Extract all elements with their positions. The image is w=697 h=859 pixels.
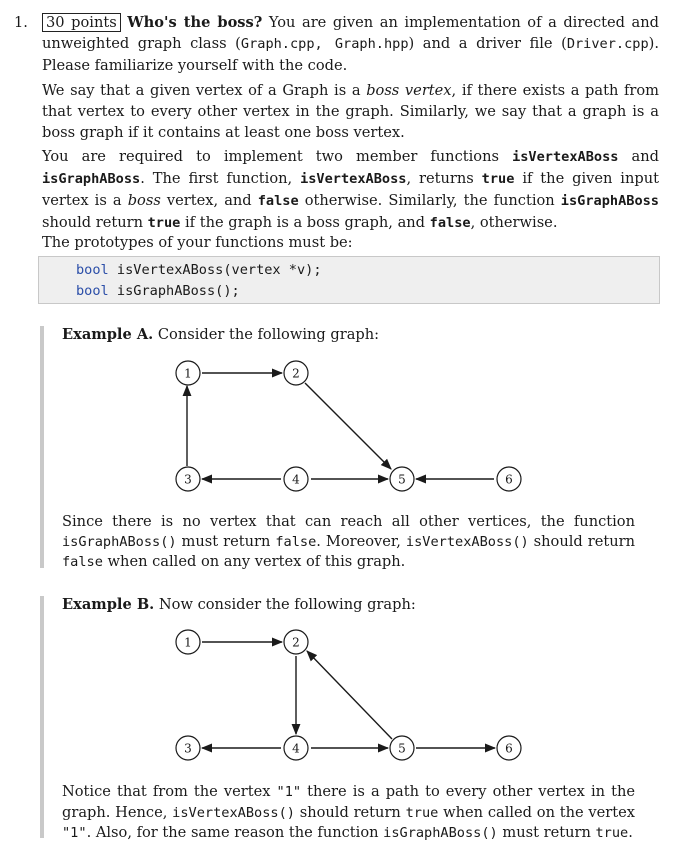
points-box: 30 points <box>42 13 121 32</box>
example-a-label: Example A. <box>62 326 154 343</box>
text-run: there is a path to every other vertex in the graph. Hence, <box>62 783 635 821</box>
code-keyword: bool <box>76 262 109 278</box>
code-text: false <box>429 215 471 231</box>
code-text: isVertexABoss <box>300 171 407 187</box>
text-run: . Also, for the same reason the function <box>86 824 384 841</box>
node-b-5-label: 5 <box>398 741 406 756</box>
question-title: Who's the boss? <box>127 14 263 31</box>
node-b-4-label: 4 <box>292 741 300 756</box>
code-text: isGraphABoss() <box>62 533 177 550</box>
text-run: . The first function, <box>140 170 301 187</box>
code-text: Driver.cpp <box>566 36 649 52</box>
text-run: Since there is no vertex that can reach all other vertices, the function <box>62 513 635 530</box>
edge-b-5-2 <box>307 651 392 739</box>
example-b-heading-text: Now consider the following graph: <box>154 596 416 613</box>
node-b-2-label: 2 <box>292 635 300 650</box>
code-text: true <box>481 171 515 187</box>
code-text: true <box>147 215 181 231</box>
text-run: if the given input vertex is a <box>42 170 659 209</box>
text-run: should return <box>294 803 406 821</box>
graph-b-nodes <box>176 630 521 760</box>
text-run: , returns <box>406 170 482 187</box>
node-b-1-label: 1 <box>184 635 192 650</box>
node-a-4-label: 4 <box>292 472 300 487</box>
code-text: isGraphABoss <box>42 171 141 187</box>
example-b-bar <box>40 596 44 838</box>
example-b-label: Example B. <box>62 596 155 613</box>
node-a-5-label: 5 <box>398 472 406 487</box>
text-run: . Moreover, <box>316 532 406 550</box>
text-run: , if there exists a path from that vertex to every other vertex in the graph. Similarly, we say that a graph is a boss graph if it contains at least one boss vertex. <box>42 82 659 141</box>
text-run: should return <box>528 532 635 550</box>
edge-a-2-5 <box>305 383 391 469</box>
question-number: 1. <box>14 14 28 31</box>
text-run: Notice that from the vertex <box>62 783 277 800</box>
prototypes-intro: The prototypes of your functions must be: <box>42 234 353 251</box>
code-text: false <box>275 533 317 550</box>
node-a-3-label: 3 <box>184 472 192 487</box>
node-a-2-label: 2 <box>292 366 300 381</box>
text-run: otherwise. Similarly, the function <box>298 192 561 209</box>
code-signature: isVertexABoss(vertex *v); <box>108 262 322 278</box>
example-a-explanation <box>62 512 635 573</box>
node-b-6-label: 6 <box>505 741 513 756</box>
example-a-heading-text: Consider the following graph: <box>153 326 380 343</box>
node-a-6-label: 6 <box>505 472 513 487</box>
text-run: must return <box>176 532 276 550</box>
text-run: ) and a driver file ( <box>408 35 567 52</box>
code-text: isVertexABoss() <box>405 533 529 550</box>
example-b-explanation <box>62 782 635 844</box>
code-text: false <box>257 193 299 209</box>
emphasis-text: boss vertex <box>366 82 452 99</box>
code-text: false <box>62 554 103 570</box>
code-text: "1" <box>276 784 302 800</box>
emphasis-text: boss <box>127 192 161 209</box>
text-run: when called on the vertex <box>438 803 635 821</box>
code-text: isVertexABoss() <box>172 804 295 821</box>
code-signature: isGraphABoss(); <box>108 283 240 299</box>
example-b-heading <box>62 595 635 615</box>
text-run: , otherwise. <box>470 214 558 231</box>
text-run: when called on any vertex of this graph. <box>102 553 406 570</box>
code-text: isGraphABoss() <box>383 825 498 841</box>
code-text: isGraphABoss <box>560 193 659 209</box>
code-text: isVertexABoss <box>512 149 619 165</box>
node-a-1-label: 1 <box>184 366 192 381</box>
code-text: true <box>405 804 439 821</box>
node-b-3-label: 3 <box>184 741 192 756</box>
text-run: should return <box>42 214 148 231</box>
code-text: true <box>595 825 629 841</box>
code-text: Graph.cpp, Graph.hpp <box>240 36 409 52</box>
text-run: . <box>628 824 633 841</box>
text-run: vertex, and <box>160 192 258 209</box>
text-run: and <box>618 148 659 165</box>
text-run: must return <box>497 824 596 841</box>
graph-a-edges <box>187 373 494 479</box>
text-run: You are given an implementation of a directed and unweighted graph class ( <box>42 14 659 52</box>
text-run: You are required to implement two member functions <box>42 148 513 165</box>
code-text: "1" <box>62 825 87 841</box>
code-keyword: bool <box>76 283 109 299</box>
text-run: if the graph is a boss graph, and <box>180 214 430 231</box>
text-run: ). Please familiarize yourself with the code. <box>42 35 659 74</box>
text-run: We say that a given vertex of a Graph is a <box>42 82 367 99</box>
graph-b-edges <box>202 642 495 748</box>
